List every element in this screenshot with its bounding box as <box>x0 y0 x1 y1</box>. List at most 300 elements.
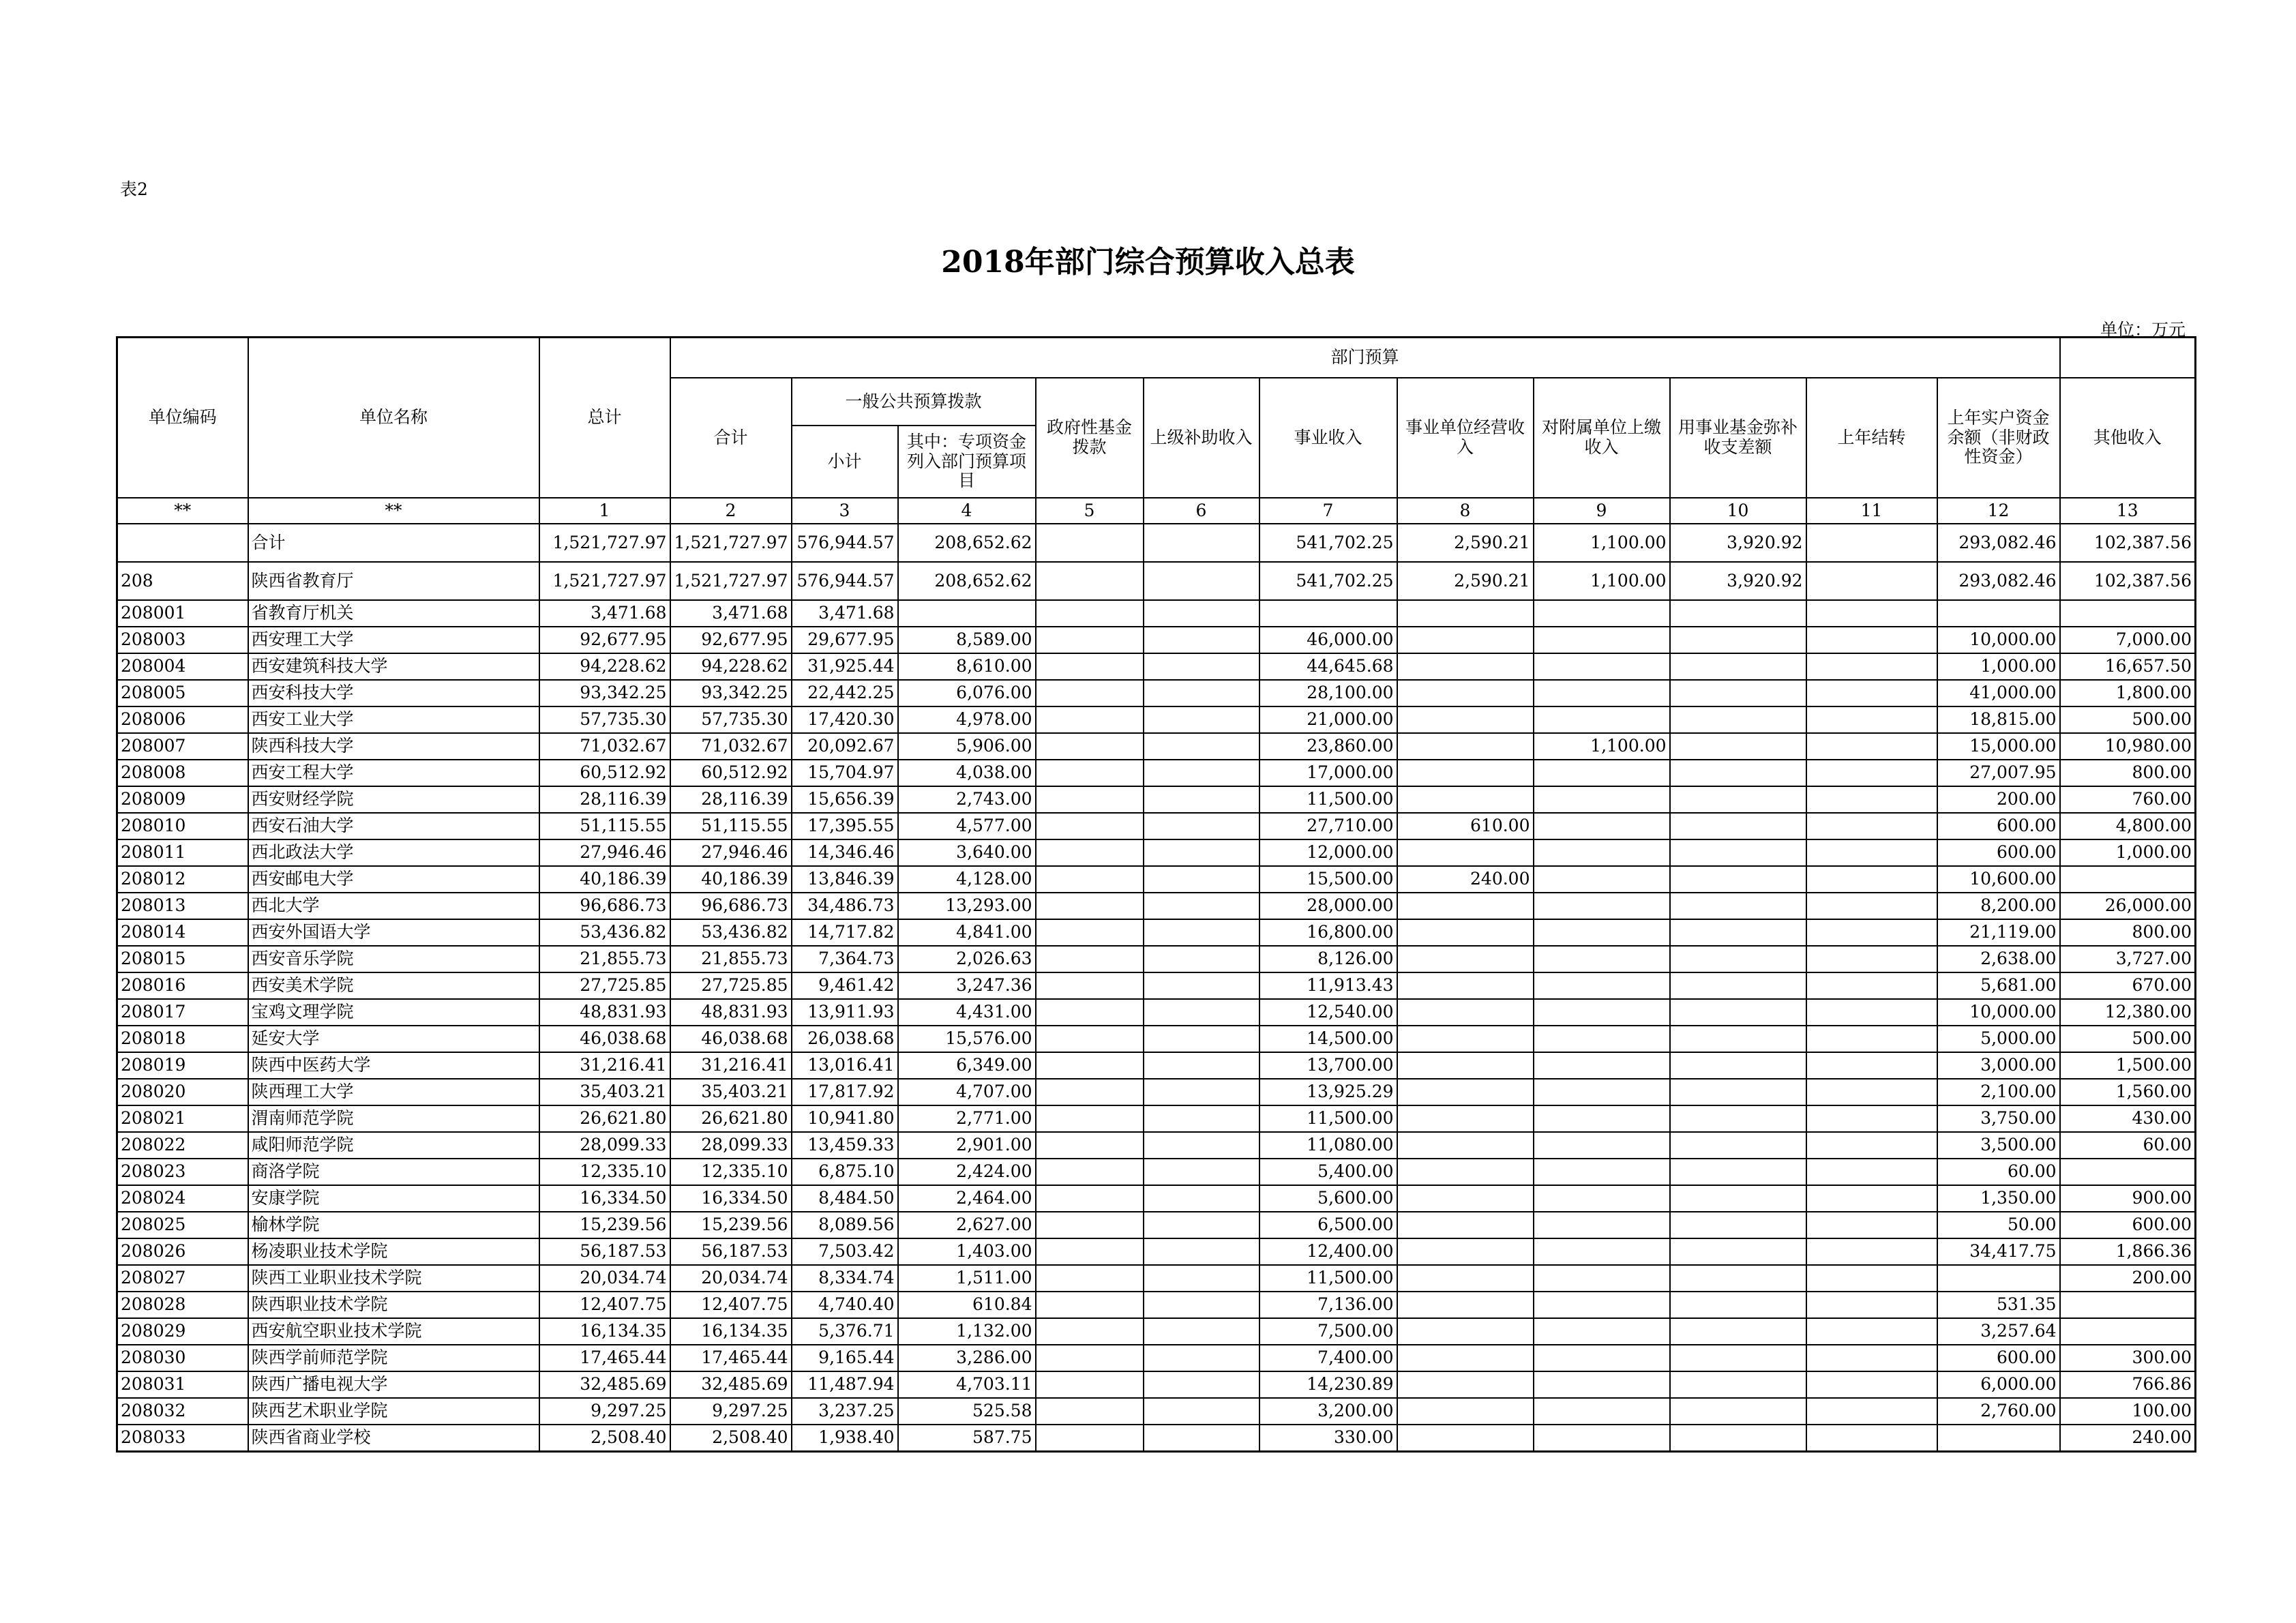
amount-cell <box>1534 919 1670 946</box>
amount-cell <box>1397 1212 1534 1238</box>
amount-cell <box>1144 813 1259 839</box>
amount-cell: 5,400.00 <box>1259 1159 1397 1185</box>
amount-cell: 7,000.00 <box>2060 627 2196 653</box>
amount-cell: 60,512.92 <box>539 760 670 786</box>
header-total: 总计 <box>539 338 670 498</box>
amount-cell: 10,941.80 <box>792 1105 898 1132</box>
amount-cell <box>1670 600 1806 627</box>
amount-cell: 96,686.73 <box>670 893 792 919</box>
amount-cell: 92,677.95 <box>670 627 792 653</box>
amount-cell <box>1534 1371 1670 1398</box>
header-gp-special: 其中：专项资金列入部门预算项目 <box>898 426 1036 498</box>
amount-cell <box>1806 1371 1937 1398</box>
amount-cell: 4,800.00 <box>2060 813 2196 839</box>
amount-cell <box>1036 1105 1144 1132</box>
amount-cell <box>1036 1265 1144 1292</box>
amount-cell <box>1806 562 1937 600</box>
amount-cell: 94,228.62 <box>670 653 792 680</box>
amount-cell: 900.00 <box>2060 1185 2196 1212</box>
amount-cell <box>1036 786 1144 813</box>
amount-cell <box>1036 1079 1144 1105</box>
amount-cell: 240.00 <box>2060 1425 2196 1452</box>
table-row <box>117 1052 2196 1079</box>
amount-cell <box>1806 786 1937 813</box>
amount-cell: 28,099.33 <box>539 1132 670 1159</box>
amount-cell: 13,911.93 <box>792 999 898 1026</box>
amount-cell: 27,725.85 <box>670 972 792 999</box>
amount-cell <box>1670 786 1806 813</box>
unit-name-cell: 宝鸡文理学院 <box>248 999 539 1026</box>
amount-cell <box>1397 600 1534 627</box>
unit-name-cell: 陕西广播电视大学 <box>248 1371 539 1398</box>
amount-cell: 60.00 <box>1937 1159 2060 1185</box>
amount-cell: 9,461.42 <box>792 972 898 999</box>
amount-cell <box>1806 893 1937 919</box>
amount-cell: 27,946.46 <box>539 839 670 866</box>
amount-cell: 28,100.00 <box>1259 680 1397 706</box>
amount-cell: 40,186.39 <box>670 866 792 893</box>
table-row <box>117 1265 2196 1292</box>
amount-cell <box>1144 733 1259 760</box>
amount-cell <box>1937 1425 2060 1452</box>
unit-code-cell: 208015 <box>117 946 248 972</box>
amount-cell <box>1036 1345 1144 1371</box>
amount-cell: 8,334.74 <box>792 1265 898 1292</box>
amount-cell: 31,216.41 <box>539 1052 670 1079</box>
unit-name-cell: 陕西职业技术学院 <box>248 1292 539 1318</box>
amount-cell: 14,717.82 <box>792 919 898 946</box>
amount-cell: 500.00 <box>2060 706 2196 733</box>
table-row <box>117 1159 2196 1185</box>
amount-cell: 2,464.00 <box>898 1185 1036 1212</box>
amount-cell: 2,590.21 <box>1397 524 1534 562</box>
amount-cell <box>1144 1345 1259 1371</box>
amount-cell <box>1397 1265 1534 1292</box>
amount-cell <box>1144 627 1259 653</box>
amount-cell <box>1036 627 1144 653</box>
amount-cell: 9,165.44 <box>792 1345 898 1371</box>
amount-cell: 240.00 <box>1397 866 1534 893</box>
amount-cell <box>1806 1292 1937 1318</box>
amount-cell: 51,115.55 <box>670 813 792 839</box>
amount-cell: 4,703.11 <box>898 1371 1036 1398</box>
amount-cell <box>1534 839 1670 866</box>
table-row <box>117 919 2196 946</box>
amount-cell <box>1036 813 1144 839</box>
amount-cell: 12,407.75 <box>670 1292 792 1318</box>
amount-cell: 32,485.69 <box>670 1371 792 1398</box>
index-cell: 8 <box>1397 498 1534 524</box>
amount-cell <box>1144 680 1259 706</box>
amount-cell <box>1036 1026 1144 1052</box>
amount-cell: 17,465.44 <box>670 1345 792 1371</box>
amount-cell: 28,000.00 <box>1259 893 1397 919</box>
amount-cell <box>1144 600 1259 627</box>
header-gp-subtotal: 小计 <box>792 426 898 498</box>
amount-cell: 26,038.68 <box>792 1026 898 1052</box>
table-row <box>117 1212 2196 1238</box>
amount-cell <box>1534 1052 1670 1079</box>
amount-cell <box>1670 653 1806 680</box>
amount-cell <box>1036 946 1144 972</box>
amount-cell: 93,342.25 <box>539 680 670 706</box>
amount-cell <box>1036 1159 1144 1185</box>
amount-cell: 8,589.00 <box>898 627 1036 653</box>
index-cell: 9 <box>1534 498 1670 524</box>
amount-cell <box>1397 893 1534 919</box>
amount-cell: 51,115.55 <box>539 813 670 839</box>
amount-cell <box>1670 1105 1806 1132</box>
amount-cell <box>1534 1185 1670 1212</box>
amount-cell <box>1397 1425 1534 1452</box>
amount-cell: 15,656.39 <box>792 786 898 813</box>
amount-cell <box>1036 1371 1144 1398</box>
amount-cell <box>1670 1292 1806 1318</box>
unit-name-cell: 安康学院 <box>248 1185 539 1212</box>
budget-income-table <box>116 336 2196 1453</box>
amount-cell <box>1806 600 1937 627</box>
amount-cell <box>1806 1265 1937 1292</box>
amount-cell <box>1806 627 1937 653</box>
unit-name-cell: 陕西工业职业技术学院 <box>248 1265 539 1292</box>
amount-cell: 6,875.10 <box>792 1159 898 1185</box>
amount-cell: 293,082.46 <box>1937 524 2060 562</box>
amount-cell <box>1036 919 1144 946</box>
amount-cell: 12,000.00 <box>1259 839 1397 866</box>
page-title: 2018年部门综合预算收入总表 <box>941 245 1355 280</box>
amount-cell: 610.84 <box>898 1292 1036 1318</box>
amount-cell <box>1144 919 1259 946</box>
amount-cell <box>1534 893 1670 919</box>
amount-cell <box>1670 972 1806 999</box>
unit-code-cell: 208 <box>117 562 248 600</box>
unit-code-cell: 208019 <box>117 1052 248 1079</box>
amount-cell: 35,403.21 <box>539 1079 670 1105</box>
amount-cell: 26,621.80 <box>539 1105 670 1132</box>
amount-cell <box>1397 680 1534 706</box>
amount-cell <box>1397 1079 1534 1105</box>
amount-cell <box>1937 1265 2060 1292</box>
unit-name-cell: 渭南师范学院 <box>248 1105 539 1132</box>
amount-cell <box>1670 919 1806 946</box>
amount-cell <box>1806 972 1937 999</box>
unit-code-cell <box>117 524 248 562</box>
amount-cell: 4,978.00 <box>898 706 1036 733</box>
unit-name-cell: 西安财经学院 <box>248 786 539 813</box>
amount-cell: 21,000.00 <box>1259 706 1397 733</box>
unit-name-cell: 西安石油大学 <box>248 813 539 839</box>
amount-cell: 1,000.00 <box>1937 653 2060 680</box>
header-balance: 上年实户资金余额（非财政性资金） <box>1937 378 2060 498</box>
amount-cell <box>1397 733 1534 760</box>
amount-cell <box>1036 733 1144 760</box>
amount-cell <box>1534 680 1670 706</box>
amount-cell <box>1806 946 1937 972</box>
amount-cell: 1,350.00 <box>1937 1185 2060 1212</box>
amount-cell <box>1670 706 1806 733</box>
amount-cell: 3,727.00 <box>2060 946 2196 972</box>
table-row <box>117 1026 2196 1052</box>
amount-cell <box>1144 706 1259 733</box>
amount-cell: 20,034.74 <box>670 1265 792 1292</box>
amount-cell <box>1036 1185 1144 1212</box>
amount-cell <box>898 600 1036 627</box>
amount-cell <box>1036 760 1144 786</box>
amount-cell: 17,465.44 <box>539 1345 670 1371</box>
amount-cell: 34,417.75 <box>1937 1238 2060 1265</box>
index-cell: 7 <box>1259 498 1397 524</box>
amount-cell: 11,500.00 <box>1259 786 1397 813</box>
amount-cell: 48,831.93 <box>670 999 792 1026</box>
amount-cell <box>1534 1159 1670 1185</box>
unit-code-cell: 208003 <box>117 627 248 653</box>
amount-cell: 35,403.21 <box>670 1079 792 1105</box>
table-row <box>117 1425 2196 1452</box>
amount-cell <box>1144 866 1259 893</box>
unit-name-cell: 陕西中医药大学 <box>248 1052 539 1079</box>
amount-cell: 1,560.00 <box>2060 1079 2196 1105</box>
amount-cell: 16,134.35 <box>539 1318 670 1345</box>
amount-cell <box>1036 999 1144 1026</box>
amount-cell: 3,920.92 <box>1670 562 1806 600</box>
amount-cell <box>1534 706 1670 733</box>
amount-cell: 6,000.00 <box>1937 1371 2060 1398</box>
amount-cell <box>1397 1185 1534 1212</box>
unit-name-cell: 西安航空职业技术学院 <box>248 1318 539 1345</box>
amount-cell: 15,000.00 <box>1937 733 2060 760</box>
table-row <box>117 946 2196 972</box>
amount-cell: 44,645.68 <box>1259 653 1397 680</box>
table-row <box>117 1292 2196 1318</box>
amount-cell: 16,334.50 <box>670 1185 792 1212</box>
unit-name-cell: 西北政法大学 <box>248 839 539 866</box>
unit-code-cell: 208018 <box>117 1026 248 1052</box>
amount-cell: 18,815.00 <box>1937 706 2060 733</box>
amount-cell <box>1036 866 1144 893</box>
amount-cell <box>1670 893 1806 919</box>
amount-cell <box>1534 1238 1670 1265</box>
unit-name-cell: 西安科技大学 <box>248 680 539 706</box>
amount-cell: 22,442.25 <box>792 680 898 706</box>
amount-cell: 760.00 <box>2060 786 2196 813</box>
amount-cell <box>1534 627 1670 653</box>
amount-cell <box>1144 972 1259 999</box>
amount-cell: 587.75 <box>898 1425 1036 1452</box>
amount-cell <box>1670 1052 1806 1079</box>
table-row <box>117 1345 2196 1371</box>
amount-cell <box>1144 1132 1259 1159</box>
table-row <box>117 1238 2196 1265</box>
header-operating-income: 事业单位经营收入 <box>1397 378 1534 498</box>
amount-cell: 7,364.73 <box>792 946 898 972</box>
amount-cell <box>1036 562 1144 600</box>
amount-cell: 1,938.40 <box>792 1425 898 1452</box>
table-row <box>117 999 2196 1026</box>
table-row <box>117 562 2196 600</box>
amount-cell <box>1397 1318 1534 1345</box>
table-body <box>117 524 2196 1452</box>
table-row <box>117 653 2196 680</box>
amount-cell: 600.00 <box>1937 813 2060 839</box>
unit-name-cell: 陕西学前师范学院 <box>248 1345 539 1371</box>
amount-cell <box>1397 1026 1534 1052</box>
amount-cell: 29,677.95 <box>792 627 898 653</box>
table-row <box>117 893 2196 919</box>
amount-cell: 26,621.80 <box>670 1105 792 1132</box>
amount-cell: 8,200.00 <box>1937 893 2060 919</box>
amount-cell: 13,459.33 <box>792 1132 898 1159</box>
amount-cell: 2,627.00 <box>898 1212 1036 1238</box>
amount-cell: 7,500.00 <box>1259 1318 1397 1345</box>
amount-cell: 17,000.00 <box>1259 760 1397 786</box>
amount-cell: 525.58 <box>898 1398 1036 1425</box>
amount-cell <box>1670 1318 1806 1345</box>
amount-cell <box>1534 600 1670 627</box>
amount-cell: 46,038.68 <box>670 1026 792 1052</box>
unit-name-cell: 商洛学院 <box>248 1159 539 1185</box>
unit-name-cell: 陕西科技大学 <box>248 733 539 760</box>
amount-cell: 3,471.68 <box>792 600 898 627</box>
amount-cell: 48,831.93 <box>539 999 670 1026</box>
amount-cell <box>1670 1079 1806 1105</box>
amount-cell: 1,100.00 <box>1534 733 1670 760</box>
header-subtotal-sum: 合计 <box>670 378 792 498</box>
header-gov-fund: 政府性基金拨款 <box>1036 378 1144 498</box>
unit-name-cell: 西安工业大学 <box>248 706 539 733</box>
unit-code-cell: 208013 <box>117 893 248 919</box>
unit-code-cell: 208001 <box>117 600 248 627</box>
amount-cell: 10,000.00 <box>1937 999 2060 1026</box>
amount-cell: 15,239.56 <box>670 1212 792 1238</box>
amount-cell <box>1534 946 1670 972</box>
amount-cell <box>1670 1212 1806 1238</box>
amount-cell: 3,640.00 <box>898 839 1036 866</box>
amount-cell: 1,000.00 <box>2060 839 2196 866</box>
amount-cell: 4,841.00 <box>898 919 1036 946</box>
amount-cell <box>1036 1398 1144 1425</box>
amount-cell <box>1670 946 1806 972</box>
index-cell: ** <box>248 498 539 524</box>
amount-cell: 27,725.85 <box>539 972 670 999</box>
amount-cell: 500.00 <box>2060 1026 2196 1052</box>
amount-cell: 800.00 <box>2060 919 2196 946</box>
amount-cell: 4,431.00 <box>898 999 1036 1026</box>
amount-cell: 1,521,727.97 <box>670 562 792 600</box>
table-row <box>117 1371 2196 1398</box>
amount-cell <box>1397 839 1534 866</box>
amount-cell: 41,000.00 <box>1937 680 2060 706</box>
unit-name-cell: 西北大学 <box>248 893 539 919</box>
amount-cell: 8,610.00 <box>898 653 1036 680</box>
amount-cell <box>1144 1425 1259 1452</box>
amount-cell: 4,038.00 <box>898 760 1036 786</box>
amount-cell <box>1144 999 1259 1026</box>
amount-cell <box>1144 1159 1259 1185</box>
table-row <box>117 680 2196 706</box>
index-cell: 12 <box>1937 498 2060 524</box>
amount-cell <box>1670 1132 1806 1159</box>
amount-cell: 16,800.00 <box>1259 919 1397 946</box>
table-row <box>117 866 2196 893</box>
amount-cell: 2,590.21 <box>1397 562 1534 600</box>
amount-cell <box>1806 1159 1937 1185</box>
unit-name-cell: 西安邮电大学 <box>248 866 539 893</box>
unit-code-cell: 208024 <box>117 1185 248 1212</box>
amount-cell: 3,500.00 <box>1937 1132 2060 1159</box>
amount-cell: 12,540.00 <box>1259 999 1397 1026</box>
unit-code-cell: 208014 <box>117 919 248 946</box>
amount-cell <box>1144 1212 1259 1238</box>
unit-name-cell: 延安大学 <box>248 1026 539 1052</box>
amount-cell <box>1397 999 1534 1026</box>
amount-cell: 2,026.63 <box>898 946 1036 972</box>
amount-cell: 102,387.56 <box>2060 524 2196 562</box>
amount-cell: 16,657.50 <box>2060 653 2196 680</box>
amount-cell <box>1806 1238 1937 1265</box>
unit-code-cell: 208009 <box>117 786 248 813</box>
amount-cell: 31,216.41 <box>670 1052 792 1079</box>
amount-cell: 5,600.00 <box>1259 1185 1397 1212</box>
unit-code-cell: 208017 <box>117 999 248 1026</box>
amount-cell <box>1670 1026 1806 1052</box>
amount-cell <box>1036 839 1144 866</box>
amount-cell: 200.00 <box>1937 786 2060 813</box>
table-row <box>117 706 2196 733</box>
amount-cell <box>1534 760 1670 786</box>
amount-cell: 2,760.00 <box>1937 1398 2060 1425</box>
amount-cell <box>1670 1371 1806 1398</box>
amount-cell: 46,000.00 <box>1259 627 1397 653</box>
amount-cell: 15,576.00 <box>898 1026 1036 1052</box>
amount-cell <box>1806 839 1937 866</box>
amount-cell: 94,228.62 <box>539 653 670 680</box>
amount-cell <box>1397 1345 1534 1371</box>
index-cell: 3 <box>792 498 898 524</box>
amount-cell <box>1534 1265 1670 1292</box>
unit-code-cell: 208010 <box>117 813 248 839</box>
amount-cell <box>1397 760 1534 786</box>
amount-cell: 34,486.73 <box>792 893 898 919</box>
amount-cell: 6,076.00 <box>898 680 1036 706</box>
amount-cell: 28,116.39 <box>539 786 670 813</box>
amount-cell: 2,771.00 <box>898 1105 1036 1132</box>
amount-cell <box>1036 1238 1144 1265</box>
amount-cell <box>1397 1052 1534 1079</box>
unit-code-cell: 208020 <box>117 1079 248 1105</box>
amount-cell: 57,735.30 <box>539 706 670 733</box>
amount-cell: 6,500.00 <box>1259 1212 1397 1238</box>
amount-cell: 15,500.00 <box>1259 866 1397 893</box>
amount-cell <box>1144 1238 1259 1265</box>
amount-cell <box>1534 1026 1670 1052</box>
amount-cell: 7,503.42 <box>792 1238 898 1265</box>
unit-code-cell: 208022 <box>117 1132 248 1159</box>
amount-cell <box>1144 1398 1259 1425</box>
table-row <box>117 627 2196 653</box>
table-row <box>117 1185 2196 1212</box>
amount-cell: 53,436.82 <box>670 919 792 946</box>
amount-cell <box>1806 999 1937 1026</box>
amount-cell: 3,471.68 <box>539 600 670 627</box>
amount-cell <box>1806 1345 1937 1371</box>
amount-cell: 10,000.00 <box>1937 627 2060 653</box>
amount-cell: 28,116.39 <box>670 786 792 813</box>
amount-cell: 12,400.00 <box>1259 1238 1397 1265</box>
amount-cell: 15,704.97 <box>792 760 898 786</box>
unit-code-cell: 208027 <box>117 1265 248 1292</box>
amount-cell: 1,866.36 <box>2060 1238 2196 1265</box>
amount-cell <box>1806 813 1937 839</box>
